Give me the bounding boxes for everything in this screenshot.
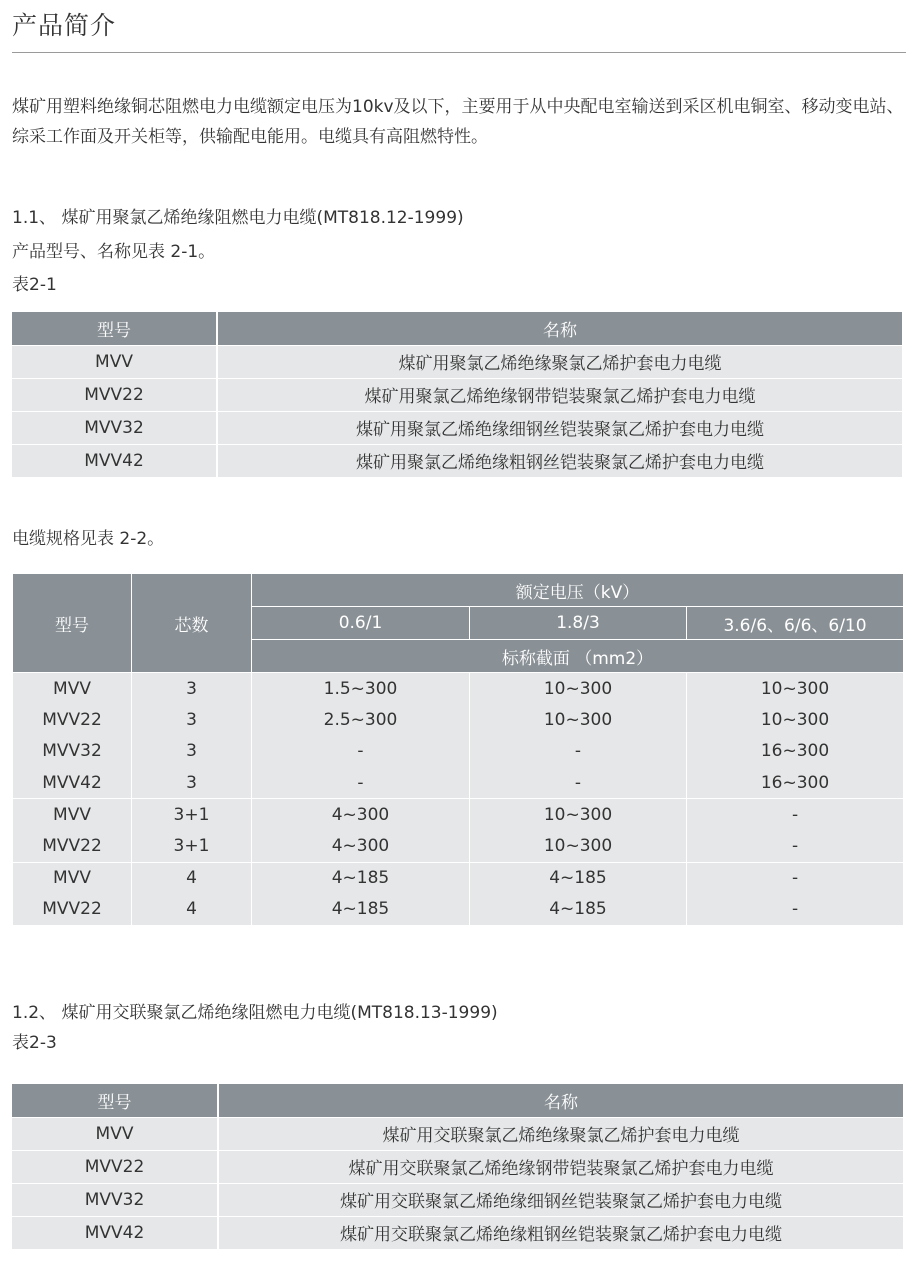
section-0-6-1-cell: 4~300 [252,830,470,862]
table-row [12,345,902,378]
model-cell: MVV [12,345,217,378]
model-cell: MVV42 [12,1216,218,1249]
section-1-8-3-cell: 10~300 [470,799,687,831]
model-cell: MVV22 [13,704,132,736]
cores-cell: 3 [132,736,252,768]
table-row [13,673,904,705]
model-cell: MVV22 [13,894,132,926]
table-row [13,830,904,862]
cores-cell: 3+1 [132,799,252,831]
name-cell: 煤矿用交联聚氯乙烯绝缘粗钢丝铠装聚氯乙烯护套电力电缆 [218,1216,903,1249]
table-row [12,444,902,477]
section-3-6-6-cell: - [687,799,904,831]
model-cell: MVV42 [12,444,217,477]
cores-cell: 3 [132,704,252,736]
table-row [13,894,904,926]
col-header-name: 名称 [218,1084,903,1117]
table-row [13,767,904,799]
section-3-6-6-cell: 16~300 [687,767,904,799]
section-1-8-3-cell: 10~300 [470,830,687,862]
section-3-6-6-cell: - [687,830,904,862]
col-header-voltage-1-8-3: 1.8/3 [470,607,687,640]
section-3-6-6-cell: 16~300 [687,736,904,768]
cores-cell: 3 [132,767,252,799]
col-header-name: 名称 [217,312,902,345]
col-header-model: 型号 [13,574,132,673]
name-cell: 煤矿用聚氯乙烯绝缘钢带铠装聚氯乙烯护套电力电缆 [217,378,902,411]
table-2-3 [12,1084,903,1249]
table-2-2 [12,573,904,925]
cores-cell: 4 [132,894,252,926]
table-row [12,1216,903,1249]
name-cell: 煤矿用聚氯乙烯绝缘粗钢丝铠装聚氯乙烯护套电力电缆 [217,444,902,477]
cores-cell: 3 [132,673,252,705]
table-row [12,1117,903,1150]
page-title: 产品简介 [12,11,117,40]
model-cell: MVV32 [13,736,132,768]
section-1-8-3-cell: - [470,767,687,799]
table-2-1-label: 表2-1 [12,275,57,295]
cores-cell: 4 [132,862,252,894]
table-header-row [12,312,902,345]
section-0-6-1-cell: - [252,767,470,799]
col-header-model: 型号 [12,312,217,345]
section-0-6-1-cell: - [252,736,470,768]
table-row [13,799,904,831]
section-3-6-6-cell: 10~300 [687,673,904,705]
section-1-8-3-cell: 4~185 [470,894,687,926]
section-0-6-1-cell: 2.5~300 [252,704,470,736]
section-3-6-6-cell: - [687,862,904,894]
section-1-note: 产品型号、名称见表 2-1。 [12,242,216,262]
model-cell: MVV22 [12,378,217,411]
model-cell: MVV [13,862,132,894]
section-1-8-3-cell: 4~185 [470,862,687,894]
section-2-heading: 1.2、 煤矿用交联聚氯乙烯绝缘阻燃电力电缆(MT818.13-1999) [12,1003,498,1023]
table-header-row [12,1084,903,1117]
model-cell: MVV22 [13,830,132,862]
section-1-8-3-cell: - [470,736,687,768]
table-2-3-label: 表2-3 [12,1033,57,1053]
table-2-1 [12,312,902,477]
table-row [12,378,902,411]
section-3-6-6-cell: - [687,894,904,926]
table-row [13,862,904,894]
model-cell: MVV22 [12,1150,218,1183]
model-cell: MVV32 [12,1183,218,1216]
model-cell: MVV [12,1117,218,1150]
section-3-6-6-cell: 10~300 [687,704,904,736]
table-row [13,736,904,768]
col-header-voltage-3-6-6: 3.6/6、6/6、6/10 [687,607,904,640]
table-row [13,704,904,736]
name-cell: 煤矿用交联聚氯乙烯绝缘钢带铠装聚氯乙烯护套电力电缆 [218,1150,903,1183]
name-cell: 煤矿用聚氯乙烯绝缘细钢丝铠装聚氯乙烯护套电力电缆 [217,411,902,444]
cores-cell: 3+1 [132,830,252,862]
section-0-6-1-cell: 4~185 [252,894,470,926]
name-cell: 煤矿用交联聚氯乙烯绝缘细钢丝铠装聚氯乙烯护套电力电缆 [218,1183,903,1216]
col-header-rated-voltage: 额定电压（kV） [252,574,904,607]
table-row [12,411,902,444]
col-header-cores: 芯数 [132,574,252,673]
section-0-6-1-cell: 4~185 [252,862,470,894]
model-cell: MVV [13,799,132,831]
section-1-heading: 1.1、 煤矿用聚氯乙烯绝缘阻燃电力电缆(MT818.12-1999) [12,208,464,228]
title-divider [12,52,906,53]
table-header-row [13,574,904,607]
name-cell: 煤矿用交联聚氯乙烯绝缘聚氯乙烯护套电力电缆 [218,1117,903,1150]
table-row [12,1183,903,1216]
table-row [12,1150,903,1183]
spec-note: 电缆规格见表 2-2。 [12,529,165,549]
intro-paragraph: 煤矿用塑料绝缘铜芯阻燃电力电缆额定电压为10kv及以下，主要用于从中央配电室输送到采区机电铜室、移动变电站、综采工作面及开关柜等，供输配电能用。电缆具有高阻燃特性。 [12,97,904,147]
section-1-8-3-cell: 10~300 [470,704,687,736]
section-1-8-3-cell: 10~300 [470,673,687,705]
col-header-nominal-section: 标称截面 （mm2） [252,640,904,673]
col-header-model: 型号 [12,1084,218,1117]
model-cell: MVV42 [13,767,132,799]
name-cell: 煤矿用聚氯乙烯绝缘聚氯乙烯护套电力电缆 [217,345,902,378]
model-cell: MVV [13,673,132,705]
section-0-6-1-cell: 1.5~300 [252,673,470,705]
col-header-voltage-0-6-1: 0.6/1 [252,607,470,640]
section-0-6-1-cell: 4~300 [252,799,470,831]
model-cell: MVV32 [12,411,217,444]
